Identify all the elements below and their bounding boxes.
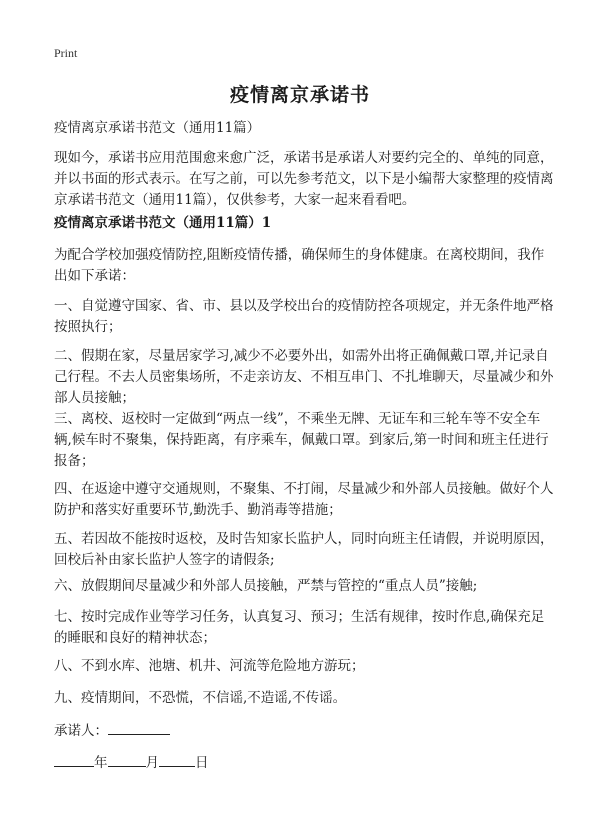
month-blank[interactable] <box>108 752 146 767</box>
paragraph: 六、放假期间尽量减少和外部人员接触，严禁与管控的“重点人员”接触; <box>54 578 478 594</box>
print-label: Print <box>54 46 78 60</box>
paragraph: 五、若因故不能按时返校，及时告知家长监护人，同时向班主任请假，并说明原因，回校后补由家长监护人签字的请假条; <box>54 531 554 568</box>
day-blank[interactable] <box>159 752 195 767</box>
month-label: 月 <box>145 755 159 771</box>
intro-paragraph: 现如今，承诺书应用范围愈来愈广泛，承诺书是承诺人对要约完全的、单纯的同意，并以书面的形式表示。在写之前，可以先参考范文，以下是小编帮大家整理的疫情离京承诺书范文（通用11篇），仅供参考，大家一起来看看吧。 <box>54 150 554 208</box>
signature-line <box>54 720 554 742</box>
paragraph: 九、疫情期间，不恐慌，不信谣,不造谣,不传谣。 <box>54 690 347 706</box>
document-subtitle: 疫情离京承诺书范文（通用11篇） <box>54 120 261 136</box>
day-label: 日 <box>195 755 209 771</box>
year-blank[interactable] <box>54 752 94 767</box>
paragraph: 八、不到水库、池塘、机井、河流等危险地方游玩； <box>54 658 365 674</box>
paragraph: 一、自觉遵守国家、省、市、县以及学校出台的疫情防控各项规定，并无条件地严格按照执行； <box>54 298 554 335</box>
paragraph: 四、在返途中遵守交通规则，不聚集、不打闹，尽量减少和外部人员接触。做好个人防护和落实好重要环节,勤洗手、勤消毒等措施； <box>54 481 554 518</box>
section-heading: 疫情离京承诺书范文（通用11篇）1 <box>54 215 272 231</box>
paragraph: 七、按时完成作业等学习任务，认真复习、预习；生活有规律，按时作息,确保充足的睡眠和良好的精神状态； <box>54 609 545 646</box>
date-line <box>54 752 554 774</box>
paragraph: 为配合学校加强疫情防控,阻断疫情传播，确保师生的身体健康。在离校期间，我作出如下承诺： <box>54 247 545 284</box>
signature-blank[interactable] <box>108 720 170 735</box>
document-title: 疫情离京承诺书 <box>229 84 370 106</box>
paragraph: 三、离校、返校时一定做到“两点一线”，不乘坐无牌、无证车和三轮车等不安全车辆,候车时不聚集，保持距离，有序乘车，佩戴口罩。到家后,第一时间和班主任进行报备； <box>54 411 549 469</box>
year-label: 年 <box>94 755 108 771</box>
signature-label: 承诺人： <box>54 723 108 739</box>
paragraph: 二、假期在家，尽量居家学习,减少不必要外出，如需外出将正确佩戴口罩,并记录自己行程。不去人员密集场所，不走亲访友、不相互串门、不扎堆聊天，尽量减少和外部人员接触； <box>54 348 554 406</box>
